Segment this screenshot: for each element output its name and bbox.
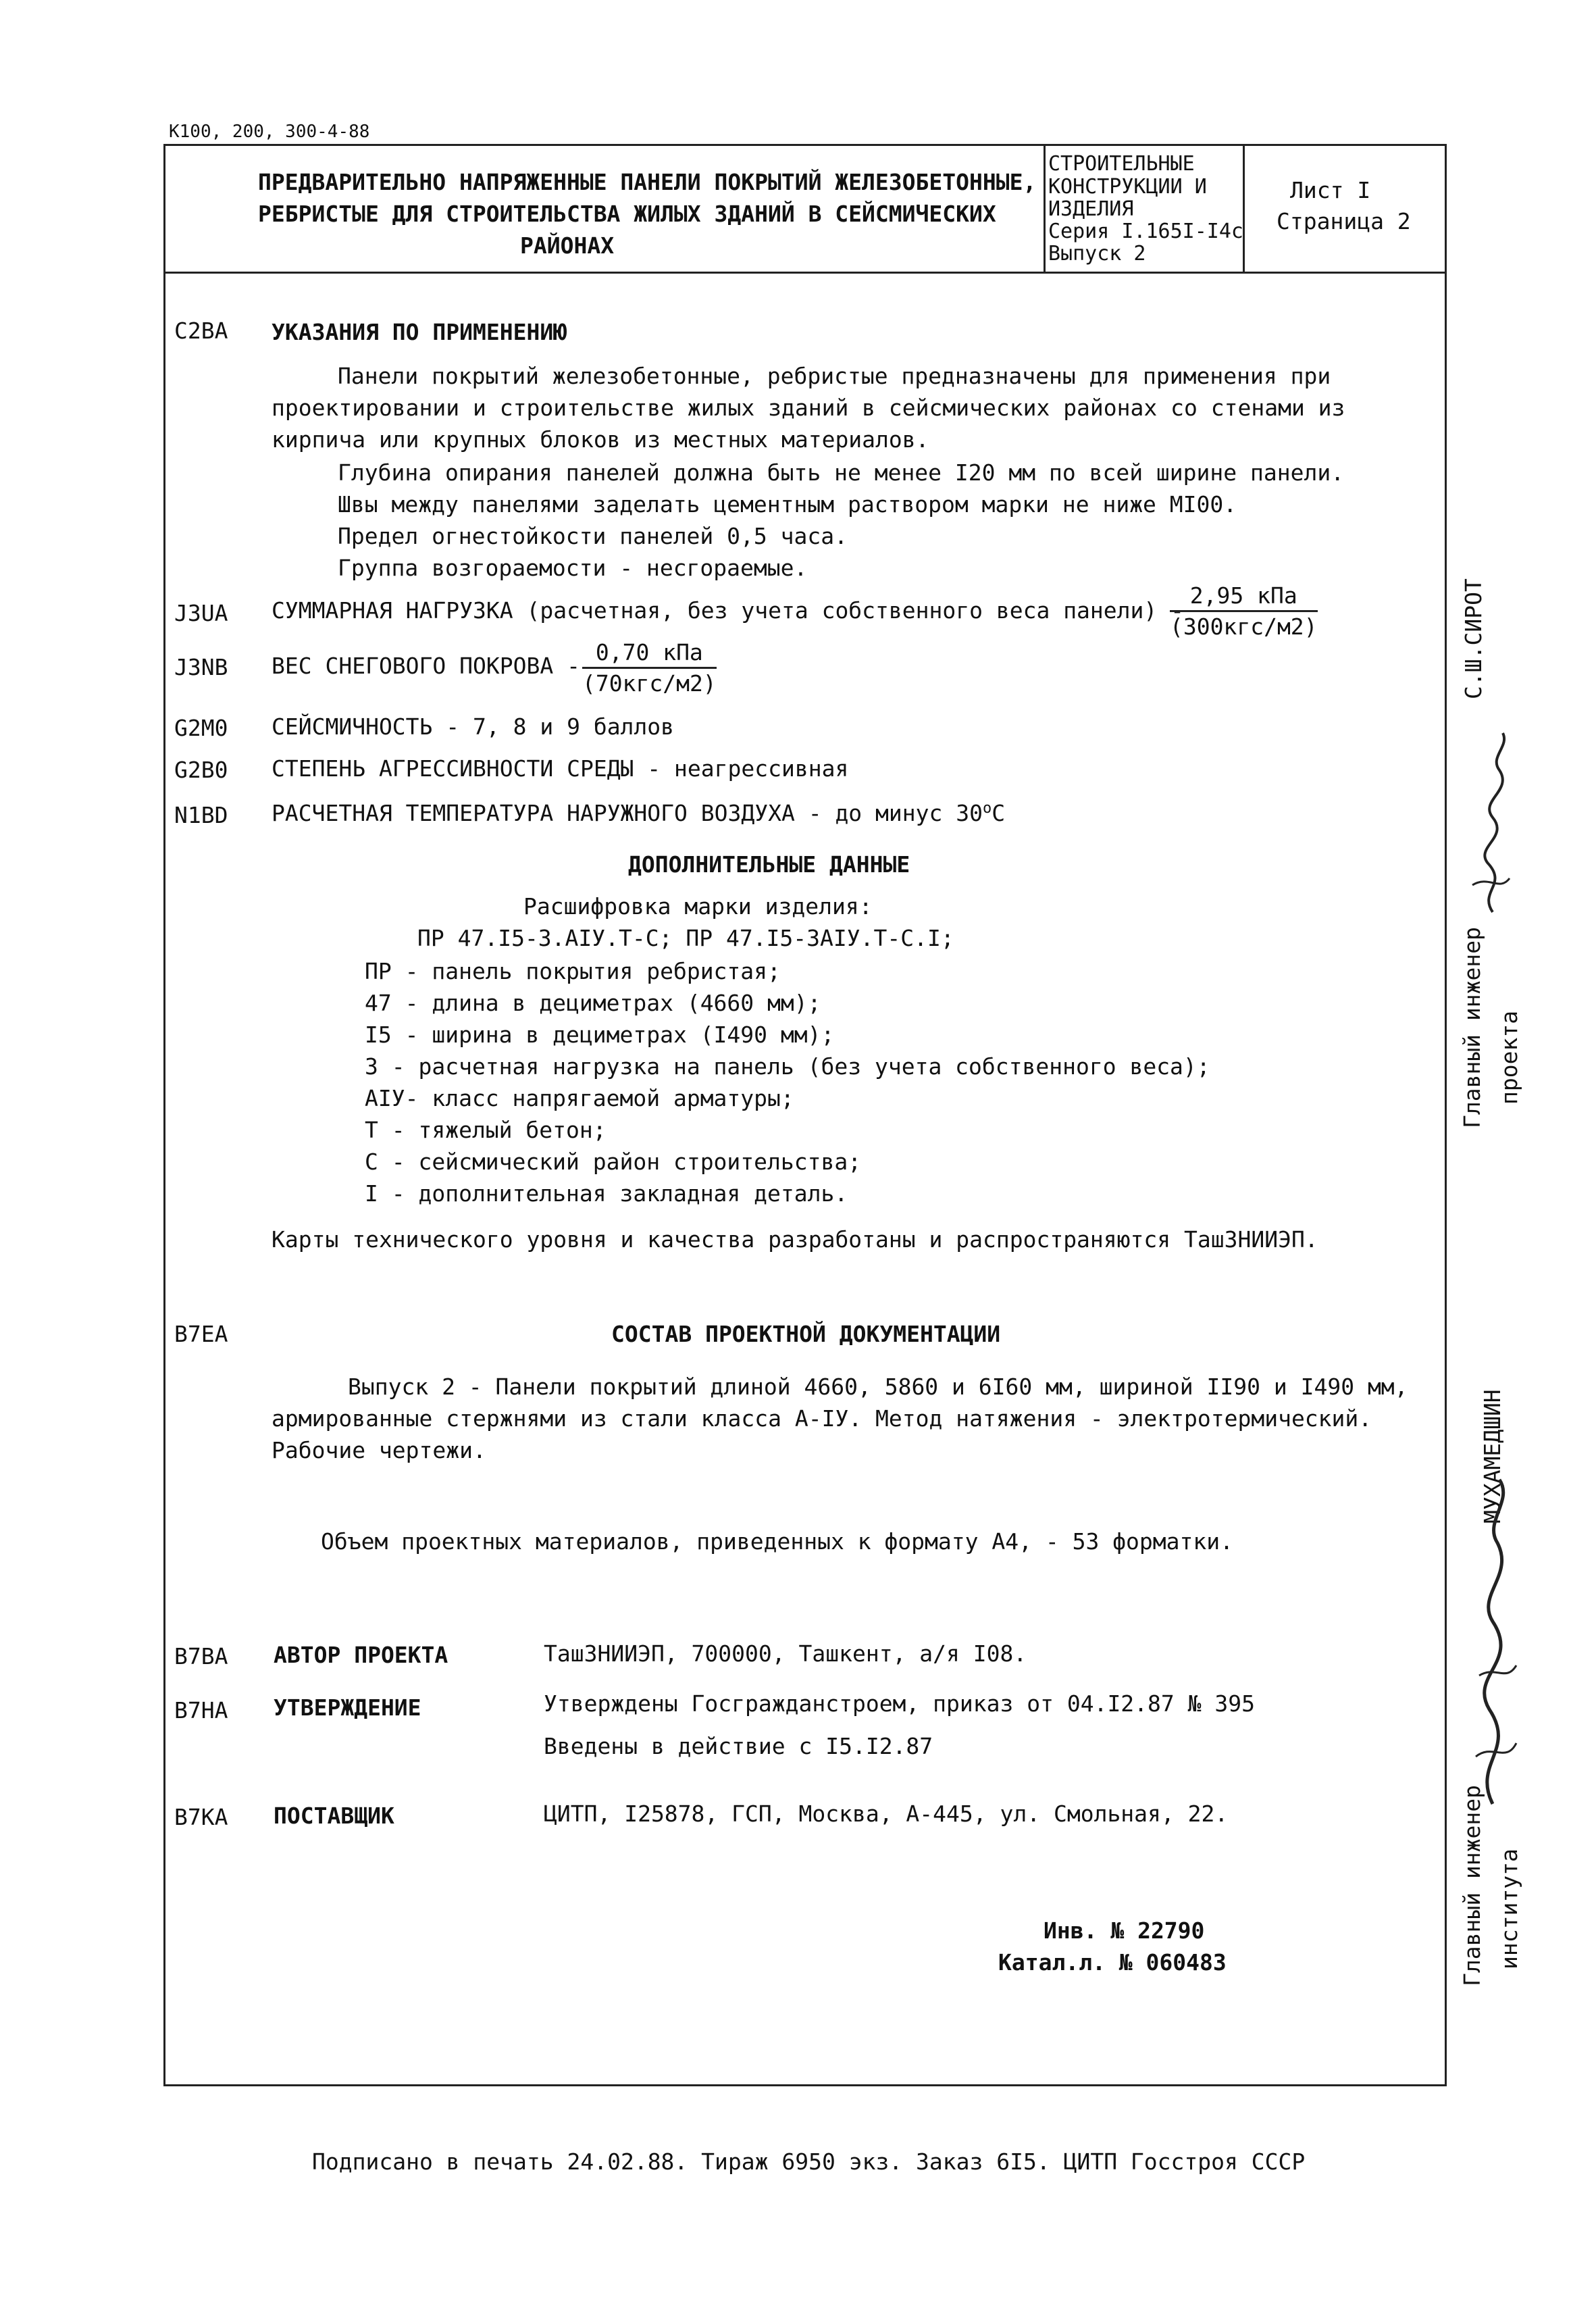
sheet-label: Лист I <box>1290 177 1371 203</box>
usage-heading: УКАЗАНИЯ ПО ПРИМЕНЕНИЮ <box>272 319 567 345</box>
composition-line-1: Выпуск 2 - Панели покрытий длиной 4660, 5860 и 6I60 мм, шириной II90 и I490 мм, <box>348 1374 1408 1400</box>
snow-value: 0,70 кПа <box>582 639 717 669</box>
mark-item-7: С - сейсмический район строительства; <box>365 1149 862 1175</box>
load-fraction <box>1170 582 1318 640</box>
category-line-3: ИЗДЕЛИЯ <box>1048 197 1134 221</box>
load-value: 2,95 кПа <box>1170 582 1318 612</box>
mark-item-8: I - дополнительная закладная деталь. <box>365 1180 848 1207</box>
series-label: Серия I.165I-I4c <box>1048 220 1243 243</box>
mark-examples: ПР 47.I5-3.AIУ.T-C; ПР 47.I5-3AIУ.T-C.I; <box>417 925 954 951</box>
approval-label: УТВЕРЖДЕНИЕ <box>274 1694 421 1721</box>
inventory-number: Инв. № 22790 <box>1044 1917 1205 1944</box>
mark-item-6: Т - тяжелый бетон; <box>365 1117 607 1143</box>
usage-line-5: Швы между панелями заделать цементным раствором марки не ниже MI00. <box>338 491 1237 518</box>
category-line-2: КОНСТРУКЦИИ И <box>1048 175 1207 199</box>
composition-heading: СОСТАВ ПРОЕКТНОЙ ДОКУМЕНТАЦИИ <box>611 1321 1001 1347</box>
mark-decode-heading: Расшифровка марки изделия: <box>523 893 873 920</box>
extra-heading: ДОПОЛНИТЕЛЬНЫЕ ДАННЫЕ <box>628 851 910 878</box>
approval-code: B7HA <box>174 1697 228 1724</box>
composition-line-3: Рабочие чертежи. <box>272 1437 486 1463</box>
side-chief-project-2: проекта <box>1496 1010 1522 1105</box>
volume-note: Объем проектных материалов, приведенных к формату А4, - 53 форматки. <box>321 1528 1234 1555</box>
issue-label: Выпуск 2 <box>1048 242 1146 266</box>
side-chief-institute-2: института <box>1496 1848 1522 1969</box>
mark-item-3: I5 - ширина в дециметрах (I490 мм); <box>365 1022 835 1048</box>
title-line-2: РЕБРИСТЫЕ ДЛЯ СТРОИТЕЛЬСТВА ЖИЛЫХ ЗДАНИЙ В СЕЙСМИЧЕСКИХ <box>258 201 996 227</box>
load-text: СУММАРНАЯ НАГРУЗКА (расчетная, без учета собственного веса панели) - <box>272 597 1185 624</box>
temperature-text <box>272 800 1005 826</box>
mark-item-2: 47 - длина в дециметрах (4660 мм); <box>365 990 821 1016</box>
category-line-1: СТРОИТЕЛЬНЫЕ <box>1048 152 1195 176</box>
snow-fraction <box>582 639 717 697</box>
author-code: B7BA <box>174 1643 228 1669</box>
signature-institute <box>1452 1473 1533 1811</box>
approval-value-1: Утверждены Госгражданстроем, приказ от 04.I2.87 № 395 <box>544 1690 1255 1717</box>
temperature-code: N1BD <box>174 802 228 828</box>
mark-item-4: 3 - расчетная нагрузка на панель (без учета собственного веса); <box>365 1053 1210 1080</box>
quality-cards-note: Карты технического уровня и качества разработаны и распространяются ТашЗНИИЭП. <box>272 1226 1318 1253</box>
usage-line-7: Группа возгораемости - несгораемые. <box>338 555 808 581</box>
degree-sign: o <box>983 800 992 817</box>
approval-value-2: Введены в действие с I5.I2.87 <box>544 1733 933 1759</box>
title-line-3: РАЙОНАХ <box>520 232 615 259</box>
page-label: Страница 2 <box>1277 208 1411 234</box>
print-footer: Подписано в печать 24.02.88. Тираж 6950 экз. Заказ 6I5. ЦИТП Госстроя СССР <box>312 2148 1306 2175</box>
snow-value-kgs: (70кгс/м2) <box>582 670 717 697</box>
side-name-institute: МУХАМЕДШИН <box>1479 1389 1505 1524</box>
usage-line-4: Глубина опирания панелей должна быть не менее I20 мм по всей ширине панели. <box>338 459 1345 486</box>
author-value: ТашЗНИИЭП, 700000, Ташкент, а/я I08. <box>544 1640 1027 1667</box>
header-divider <box>163 272 1447 274</box>
mark-item-5: AIУ- класс напрягаемой арматуры; <box>365 1085 794 1111</box>
document-code: К100, 200, 300-4-88 <box>169 122 370 142</box>
signature-project <box>1452 730 1533 919</box>
side-chief-project-1: Главный инженер <box>1459 926 1485 1128</box>
aggressiveness-text: СТЕПЕНЬ АГРЕССИВНОСТИ СРЕДЫ - неагрессивная <box>272 755 849 782</box>
load-code: J3UA <box>174 600 228 626</box>
title-line-1: ПРЕДВАРИТЕЛЬНО НАПРЯЖЕННЫЕ ПАНЕЛИ ПОКРЫТИЙ ЖЕЛЕЗОБЕТОННЫЕ, <box>258 169 1037 195</box>
load-value-kgs: (300кгс/м2) <box>1170 613 1318 640</box>
seismic-code: G2M0 <box>174 715 228 741</box>
seismic-text: СЕЙСМИЧНОСТЬ - 7, 8 и 9 баллов <box>272 713 675 740</box>
author-label: АВТОР ПРОЕКТА <box>274 1642 448 1668</box>
side-name-project: С.Ш.СИРОТ <box>1460 578 1487 699</box>
header-divider-v2 <box>1243 144 1245 274</box>
snow-text: ВЕС СНЕГОВОГО ПОКРОВА - <box>272 653 580 679</box>
snow-code: J3NB <box>174 654 228 680</box>
header-divider-v1 <box>1044 144 1046 274</box>
usage-line-6: Предел огнестойкости панелей 0,5 часа. <box>338 523 848 549</box>
usage-line-3: кирпича или крупных блоков из местных материалов. <box>272 426 929 453</box>
side-chief-institute-1: Главный инженер <box>1459 1784 1485 1986</box>
temperature-unit: C <box>992 800 1006 826</box>
supplier-value: ЦИТП, I25878, ГСП, Москва, А-445, ул. Смольная, 22. <box>544 1801 1229 1827</box>
usage-line-2: проектировании и строительстве жилых зданий в сейсмических районах со стенами из <box>272 395 1345 421</box>
composition-code: B7EA <box>174 1321 228 1347</box>
temperature-main: РАСЧЕТНАЯ ТЕМПЕРАТУРА НАРУЖНОГО ВОЗДУХА - до минус 30 <box>272 800 983 826</box>
composition-line-2: армированные стержнями из стали класса A-IУ. Метод натяжения - электротермический. <box>272 1405 1372 1432</box>
catalog-number: Катал.л. № 060483 <box>998 1949 1227 1976</box>
usage-code: C2BA <box>174 318 228 344</box>
aggressiveness-code: G2B0 <box>174 757 228 783</box>
supplier-code: B7KA <box>174 1804 228 1830</box>
usage-line-1: Панели покрытий железобетонные, ребристые предназначены для применения при <box>338 363 1331 389</box>
mark-item-1: ПР - панель покрытия ребристая; <box>365 958 781 984</box>
supplier-label: ПОСТАВЩИК <box>274 1803 394 1829</box>
